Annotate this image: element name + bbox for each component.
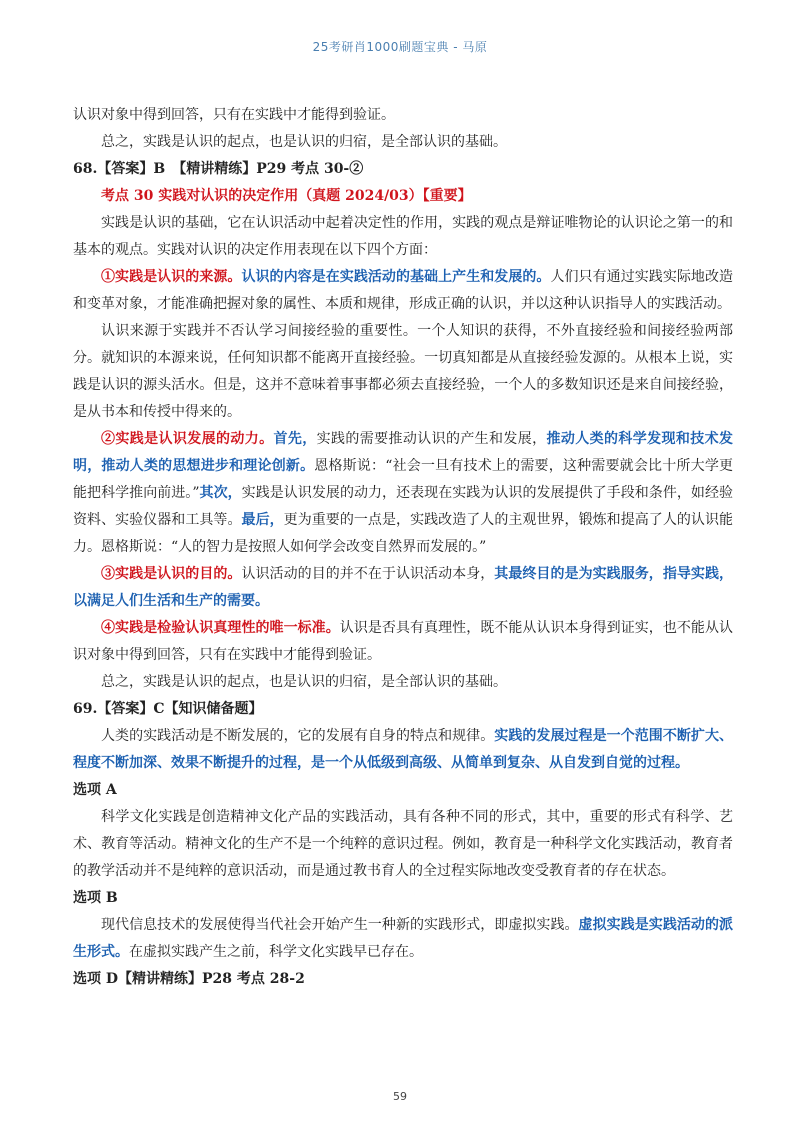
paragraph: 认识对象中得到回答，只有在实践中才能得到验证。	[73, 107, 395, 123]
paragraph: 实践是认识的基础，它在认识活动中起着决定性的作用，实践的观点是辩证唯物论的认识论之第一的和基本的观点。实践对认识的决定作用表现在以下四个方面：	[73, 215, 733, 258]
point-label: ②实践是认识发展的动力。	[101, 431, 274, 447]
highlight-text: 首先，	[273, 431, 317, 447]
body-text: 更为重要的一点是，实践改造了人的主观世界，锻炼和提高了人的认识能力。恩格斯说：“人的智力是按照人如何学会改变自然界而发展的。”	[73, 512, 734, 555]
point-label: ④实践是检验认识真理性的唯一标准。	[101, 620, 340, 636]
body-text: 实践是认识发展的动力，还表现在实践为认识的发展提供了手段和条件，如经验资料、实验仪器和工具等。	[73, 485, 733, 528]
highlight-text: 实践的发展过程是一个范围不断扩大、程度不断加深、效果不断提升的过程，是一个从低级到高级、从简单到复杂、从自发到自觉的过程。	[73, 728, 734, 771]
body-text: 实践的需要推动认识的产生和发展，	[316, 431, 547, 447]
highlight-text: 最后，	[241, 512, 284, 528]
point-label: ③实践是认识的目的。	[101, 566, 242, 582]
point-criterion	[73, 615, 733, 669]
paragraph: 总之，实践是认识的起点，也是认识的归宿，是全部认识的基础。	[101, 134, 507, 150]
body-text: 人们只有通过实践实际地改造和变革对象，才能准确把握对象的属性、本质和规律，形成正确的认识，并以这种认识指导人的实践活动。	[73, 269, 734, 312]
highlight-text: 其次，	[199, 485, 242, 501]
highlight-text: 推动人类的科学发现和技术发明，推动人类的思想进步和理论创新。	[73, 431, 734, 474]
answer-heading-69: 69.【答案】C【知识储备题】	[73, 701, 263, 717]
point-label: ①实践是认识的来源。	[101, 269, 242, 285]
body-text: 认识活动的目的并不在于认识活动本身，	[241, 566, 495, 582]
body-text: 认识是否具有真理性，既不能从认识本身得到证实，也不能从认识对象中得到回答，只有在实践中才能得到验证。	[73, 620, 734, 663]
body-text: 人类的实践活动是不断发展的，它的发展有自身的特点和规律。	[101, 728, 495, 744]
highlight-text: 认识的内容是在实践活动的基础上产生和发展的。	[241, 269, 551, 285]
body-text: 在虚拟实践产生之前，科学文化实践早已存在。	[129, 944, 423, 960]
answer-heading-68: 68.【答案】B 【精讲精练】P29 考点 30-②	[73, 161, 364, 177]
option-b-label: 选项 B	[73, 890, 118, 906]
page-number: 59	[393, 1090, 407, 1103]
paragraph: 科学文化实践是创造精神文化产品的实践活动，具有各种不同的形式，其中，重要的形式有科学、艺术、教育等活动。精神文化的生产不是一个纯粹的意识过程。例如，教育是一种科学文化实践活动，教育者的教学活动并不是纯粹的意识活动，而是通过教书育人的全过程实际地改变受教育者的存在状态。	[73, 809, 733, 879]
paragraph: 总之，实践是认识的起点，也是认识的归宿，是全部认识的基础。	[101, 674, 507, 690]
page-header: 25考研肖1000刷题宝典 - 马原	[312, 40, 488, 54]
body-text: 恩格斯说：“社会一旦有技术上的需要，这种需要就会比十所大学更能把科学推向前进。”	[73, 458, 734, 501]
topic-heading: 考点 30 实践对认识的决定作用（真题 2024/03）【重要】	[101, 188, 472, 204]
option-a-label: 选项 A	[73, 782, 117, 798]
point-driving-force	[73, 426, 733, 561]
point-purpose	[73, 561, 733, 615]
point-source	[73, 264, 733, 318]
option-d-label: 选项 D【精讲精练】P28 考点 28-2	[73, 971, 305, 987]
highlight-text: 虚拟实践是实践活动的派生形式。	[73, 917, 734, 960]
highlight-text: 其最终目的是为实践服务，指导实践，以满足人们生活和生产的需要。	[73, 566, 734, 609]
paragraph: 认识来源于实践并不否认学习间接经验的重要性。一个人知识的获得，不外直接经验和间接经验两部分。就知识的本源来说，任何知识都不能离开直接经验。一切真知都是从直接经验发源的。从根本上说，实践是认识的源头活水。但是，这并不意味着事事都必须去直接经验，一个人的多数知识还是来自间接经验，是从书本和传授中得来的。	[73, 323, 733, 420]
paragraph	[73, 912, 733, 966]
body-text: 现代信息技术的发展使得当代社会开始产生一种新的实践形式，即虚拟实践。	[101, 917, 579, 933]
paragraph	[73, 723, 733, 777]
document-body	[73, 102, 733, 993]
